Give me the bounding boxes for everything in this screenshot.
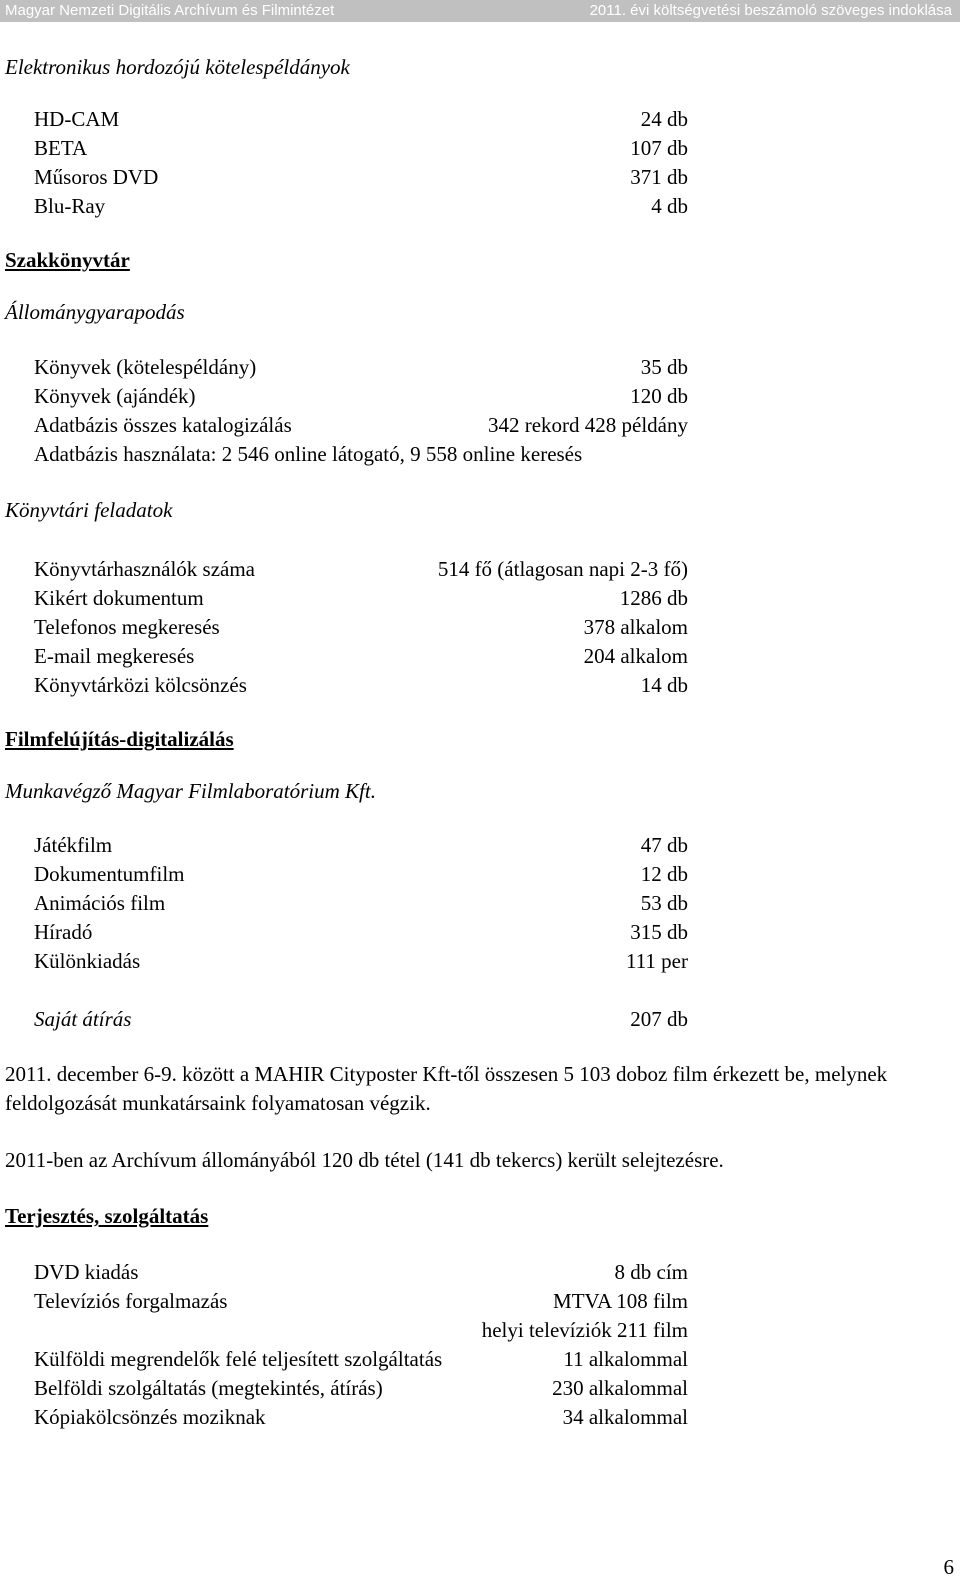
table-row [34,948,688,974]
table-row [34,832,688,858]
row-label: Adatbázis összes katalogizálás [34,413,292,437]
row-value: 1286 db [619,586,688,610]
row-label: Külföldi megrendelők felé teljesített szolgáltatás [34,1347,443,1371]
table-row [34,106,688,132]
table-row [34,585,688,611]
subsection-title-allomanygyarapodas: Állománygyarapodás [5,300,185,324]
row-label: BETA [34,136,88,160]
table-row [34,672,688,698]
row-value: 4 db [651,194,688,218]
row-label: Különkiadás [34,949,141,973]
row-value: 8 db cím [614,1260,688,1284]
header-institution: Magyar Nemzeti Digitális Archívum és Filmintézet [5,2,335,19]
row-label: Telefonos megkeresés [34,615,220,639]
row-label: E-mail megkeresés [34,644,195,668]
database-usage-line: Adatbázis használata: 2 546 online látogató, 9 558 online keresés [34,442,583,466]
row-value: 204 alkalom [583,644,688,668]
row-value: 35 db [640,355,688,379]
row-value: 111 per [625,949,688,973]
row-value: 47 db [640,833,688,857]
row-value: 11 alkalommal [563,1347,688,1371]
row-label: Könyvek (ajándék) [34,384,196,408]
row-label: Blu-Ray [34,194,106,218]
row-label: Könyvtárközi kölcsönzés [34,673,247,697]
row-value: 378 alkalom [583,615,688,639]
row-label: DVD kiadás [34,1260,139,1284]
row-label: Belföldi szolgáltatás (megtekintés, átírás) [34,1376,383,1400]
table-row [34,164,688,190]
table-row [34,890,688,916]
row-label: Játékfilm [34,833,113,857]
table-row [34,614,688,640]
table-row [34,1006,688,1032]
row-value: MTVA 108 film [553,1289,688,1313]
table-row [34,919,688,945]
subsection-title-munkavegzo: Munkavégző Magyar Filmlaboratórium Kft. [5,779,376,803]
row-value: 14 db [640,673,688,697]
row-label: Könyvtárhasználók száma [34,557,256,581]
row-label: Híradó [34,920,93,944]
section-title-elektronikus: Elektronikus hordozójú kötelespéldányok [5,55,350,79]
row-label: Műsoros DVD [34,165,159,189]
row-label: Televíziós forgalmazás [34,1289,228,1313]
row-value: 24 db [640,107,688,131]
row-value: 230 alkalommal [552,1376,688,1400]
row-label: Dokumentumfilm [34,862,185,886]
row-value: 207 db [630,1007,688,1031]
table-row [34,861,688,887]
row-label: Könyvek (kötelespéldány) [34,355,257,379]
row-label: Kikért dokumentum [34,586,204,610]
row-label: Animációs film [34,891,166,915]
table-row [34,556,688,582]
row-value: 120 db [630,384,688,408]
row-value: 12 db [640,862,688,886]
row-label: HD-CAM [34,107,120,131]
section-title-szakkonyvtar: Szakkönyvtár [5,248,130,272]
table-row [34,1288,688,1314]
table-row [34,1317,688,1343]
row-value: 107 db [630,136,688,160]
row-value: 53 db [640,891,688,915]
table-row [34,643,688,669]
row-label: Saját átírás [34,1007,132,1031]
row-value: 514 fő (átlagosan napi 2-3 fő) [437,557,688,581]
row-label: Kópiakölcsönzés moziknak [34,1405,266,1429]
header-report-title: 2011. évi költségvetési beszámoló szöveges indoklása [589,2,952,19]
table-row [34,383,688,409]
row-value: 371 db [630,165,688,189]
table-row [34,193,688,219]
row-value: 315 db [630,920,688,944]
table-row [34,1404,688,1430]
row-value: 342 rekord 428 példány [487,413,688,437]
section-title-filmfelujitas: Filmfelújítás-digitalizálás [5,727,234,751]
table-row [34,135,688,161]
section-title-konyvtari-feladatok: Könyvtári feladatok [5,498,173,522]
table-row [34,412,688,438]
row-value: helyi televíziók 211 film [481,1318,688,1342]
table-row [34,1375,688,1401]
table-row [34,1259,688,1285]
table-row [34,1346,688,1372]
table-row [34,354,688,380]
row-value: 34 alkalommal [562,1405,688,1429]
page-header [0,0,960,22]
section-title-terjesztes: Terjesztés, szolgáltatás [5,1204,209,1228]
paragraph-selejtezes: 2011-ben az Archívum állományából 120 db tétel (141 db tekercs) került selejtezésre. [5,1148,724,1172]
paragraph-film-arrival: 2011. december 6-9. között a MAHIR Cityposter Kft-től összesen 5 103 doboz film érkezett be, melynek feldolgozását munkatársaink folyamatosan végzik. [5,1062,888,1115]
page-number: 6 [943,1555,954,1579]
